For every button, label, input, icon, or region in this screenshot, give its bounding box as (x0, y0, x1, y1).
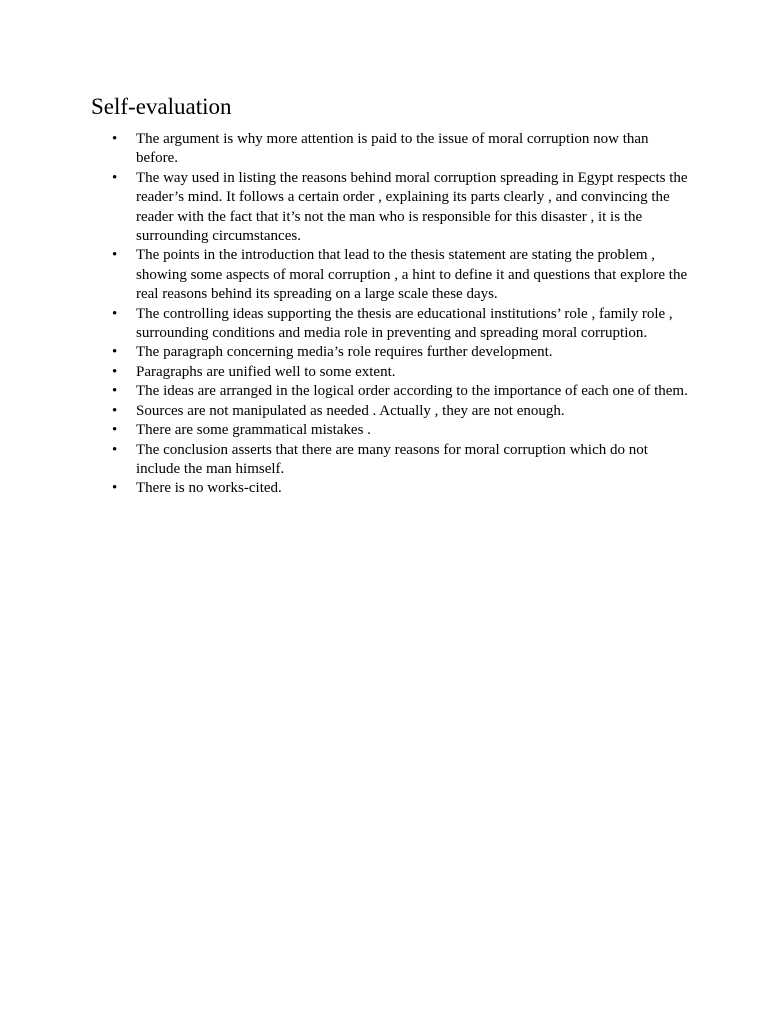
bullet-list (91, 130, 691, 499)
list-item-text: The points in the introduction that lead to the thesis statement are stating the problem , showing some aspects of moral corruption , a hint to define it and questions that explore the real reasons behind its spreading on a large scale these days. (136, 247, 688, 303)
list-item (91, 402, 691, 421)
bullet-icon: • (112, 344, 118, 361)
bullet-icon: • (112, 169, 118, 186)
list-item (91, 421, 691, 440)
list-item (91, 363, 691, 382)
list-item-text: There are some grammatical mistakes . (136, 422, 371, 439)
list-item-text: The controlling ideas supporting the thesis are educational institutions’ role , family role , surrounding conditions and media role in preventing and spreading moral corruption. (136, 305, 673, 342)
bullet-icon: • (112, 131, 118, 147)
bullet-icon: • (112, 247, 118, 264)
bullet-icon: • (112, 441, 118, 458)
list-item-text: Sources are not manipulated as needed . Actually , they are not enough. (136, 402, 565, 419)
list-item (91, 130, 691, 169)
list-item (91, 305, 691, 344)
document-body (91, 92, 691, 499)
list-item (91, 169, 691, 247)
list-item-text: The argument is why more attention is paid to the issue of moral corruption now than before. (136, 131, 649, 167)
list-item-text: The conclusion asserts that there are many reasons for moral corruption which do not include the man himself. (136, 441, 648, 477)
list-item-text: The way used in listing the reasons behind moral corruption spreading in Egypt respects the reader’s mind. It follows a certain order , explaining its parts clearly , and convincing the reader with the fact that it’s not the man who is responsible for this disaster , it is the surrounding circumstances. (136, 169, 688, 245)
bullet-icon: • (112, 363, 118, 380)
document-title: Self-evaluation (91, 94, 232, 119)
list-item-text: There is no works-cited. (136, 480, 282, 497)
bullet-icon: • (112, 383, 118, 400)
bullet-icon: • (112, 305, 118, 322)
list-item (91, 246, 691, 304)
list-item-text: The paragraph concerning media’s role requires further development. (136, 344, 553, 361)
bullet-icon: • (112, 422, 118, 439)
list-item (91, 479, 691, 498)
list-item (91, 441, 691, 480)
list-item (91, 382, 691, 401)
list-item-text: Paragraphs are unified well to some extent. (136, 363, 396, 380)
list-item-text: The ideas are arranged in the logical order according to the importance of each one of them. (136, 383, 688, 400)
list-item (91, 343, 691, 362)
bullet-icon: • (112, 402, 118, 419)
bullet-icon: • (112, 480, 118, 497)
